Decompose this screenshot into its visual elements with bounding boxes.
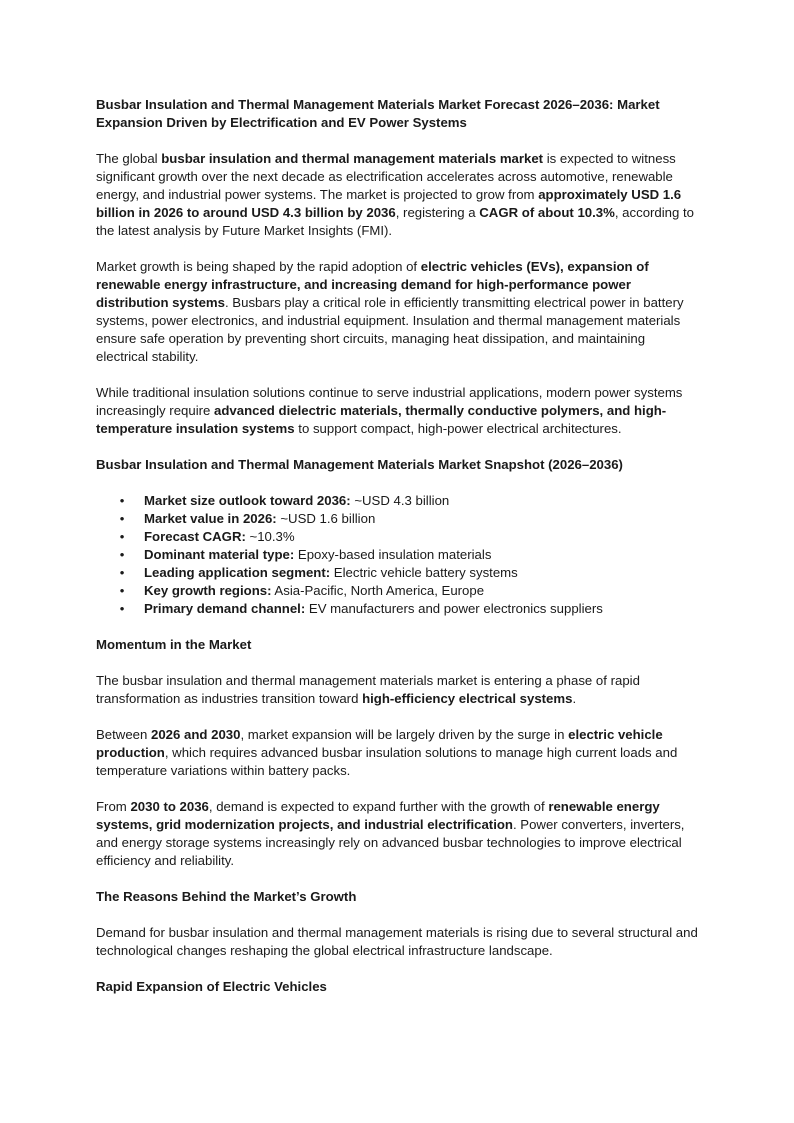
momentum2-bold-1: 2026 and 2030 (151, 727, 241, 742)
traditional-paragraph (96, 384, 698, 438)
reasons-heading: The Reasons Behind the Market’s Growth (96, 889, 357, 904)
bullet-icon: • (119, 565, 125, 580)
intro-bold-2: approximately USD 1.6 billion in 2026 to around USD 4.3 billion by 2036 (96, 187, 682, 220)
intro-bold-3: CAGR of about 10.3% (479, 205, 615, 220)
snapshot-value: Asia-Pacific, North America, Europe (271, 583, 485, 598)
intro-text-1: The global (96, 151, 162, 166)
growth-text-1: Market growth is being shaped by the rapid adoption of (96, 259, 421, 274)
growth-text-2: . Busbars play a critical role in efficiently transmitting electrical power in battery systems, power electronics, and industrial equipment. Insulation and thermal management materials ensure safe operation by preventing short circuits, managing heat dissipation, and maintaining electrical stability. (96, 295, 684, 364)
traditional-text-2: to support compact, high-power electrical architectures. (294, 421, 622, 436)
traditional-bold-1: advanced dielectric materials, thermally conductive polymers, and high-temperature insulation systems (96, 403, 667, 436)
momentum3-text-1: From (96, 799, 131, 814)
momentum1-text-2: . (572, 691, 577, 706)
momentum-paragraph-3 (96, 798, 698, 870)
intro-text-3: , registering a (395, 205, 480, 220)
momentum2-bold-2: electric vehicle production (96, 727, 663, 760)
snapshot-value: Electric vehicle battery systems (330, 565, 518, 580)
momentum3-bold-1: 2030 to 2036 (130, 799, 209, 814)
snapshot-item (96, 546, 698, 564)
momentum2-text-3: , which requires advanced busbar insulation solutions to manage high current loads and temperature variations within battery packs. (96, 745, 678, 778)
snapshot-label: Forecast CAGR: (144, 529, 246, 544)
reasons-paragraph: Demand for busbar insulation and thermal management materials is rising due to several structural and technological changes reshaping the global electrical infrastructure landscape. (96, 925, 698, 958)
snapshot-item (96, 492, 698, 510)
bullet-icon: • (119, 529, 125, 544)
bullet-icon: • (119, 601, 125, 616)
snapshot-value: EV manufacturers and power electronics suppliers (305, 601, 603, 616)
snapshot-value: ~USD 1.6 billion (276, 511, 376, 526)
snapshot-item (96, 564, 698, 582)
document-title: Busbar Insulation and Thermal Management Materials Market Forecast 2026–2036: Market Expansion Driven by Electrification and EV Power Systems (96, 97, 660, 130)
ev-heading: Rapid Expansion of Electric Vehicles (96, 979, 327, 994)
bullet-icon: • (119, 547, 125, 562)
snapshot-label: Leading application segment: (144, 565, 331, 580)
snapshot-item (96, 528, 698, 546)
momentum1-bold-1: high-efficiency electrical systems (362, 691, 573, 706)
snapshot-value: ~USD 4.3 billion (350, 493, 450, 508)
snapshot-label: Primary demand channel: (144, 601, 306, 616)
snapshot-item (96, 510, 698, 528)
snapshot-value: Epoxy-based insulation materials (294, 547, 492, 562)
momentum2-text-1: Between (96, 727, 151, 742)
momentum2-text-2: , market expansion will be largely driven by the surge in (240, 727, 569, 742)
snapshot-item (96, 600, 698, 618)
momentum-paragraph-1 (96, 672, 698, 708)
growth-bold-1: electric vehicles (EVs), expansion of renewable energy infrastructure, and increasing demand for high-performance power distribution systems (96, 259, 649, 310)
momentum-paragraph-2 (96, 726, 698, 780)
intro-text-2: is expected to witness significant growth over the next decade as electrification accelerates across automotive, renewable energy, and industrial power systems. The market is projected to grow from (96, 151, 676, 202)
snapshot-label: Market size outlook toward 2036: (144, 493, 351, 508)
growth-paragraph (96, 258, 698, 366)
snapshot-value: ~10.3% (245, 529, 295, 544)
bullet-icon: • (119, 511, 125, 526)
snapshot-label: Market value in 2026: (144, 511, 277, 526)
snapshot-label: Dominant material type: (144, 547, 295, 562)
intro-bold-1: busbar insulation and thermal management materials market (161, 151, 544, 166)
snapshot-label: Key growth regions: (144, 583, 272, 598)
bullet-icon: • (119, 493, 125, 508)
momentum3-text-3: . Power converters, inverters, and energy storage systems increasingly rely on advanced busbar technologies to improve electrical efficiency and reliability. (96, 817, 685, 868)
snapshot-list (96, 492, 698, 618)
momentum1-text-1: The busbar insulation and thermal management materials market is entering a phase of rapid transformation as industries transition toward (96, 673, 640, 706)
snapshot-heading: Busbar Insulation and Thermal Management Materials Market Snapshot (2026–2036) (96, 457, 623, 472)
momentum-heading: Momentum in the Market (96, 637, 252, 652)
momentum3-bold-2: renewable energy systems, grid modernization projects, and industrial electrification (96, 799, 660, 832)
bullet-icon: • (119, 583, 125, 598)
intro-paragraph (96, 150, 698, 240)
intro-text-4: , according to the latest analysis by Future Market Insights (FMI). (96, 205, 695, 238)
document-page (96, 96, 698, 996)
momentum3-text-2: , demand is expected to expand further with the growth of (208, 799, 549, 814)
traditional-text-1: While traditional insulation solutions continue to serve industrial applications, modern power systems increasingly require (96, 385, 683, 418)
snapshot-item (96, 582, 698, 600)
